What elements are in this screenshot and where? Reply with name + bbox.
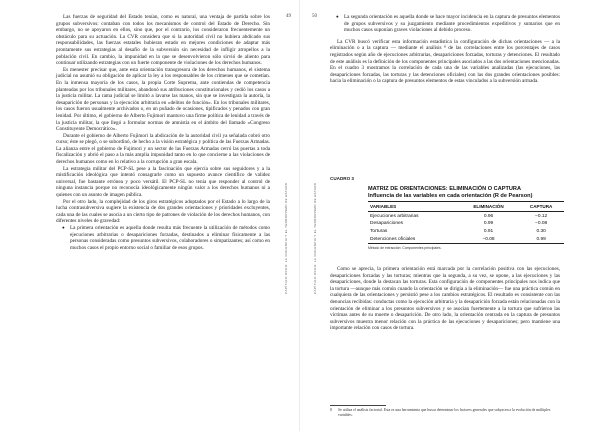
bullet-list <box>330 14 560 34</box>
page-number: 50 <box>312 14 317 19</box>
running-head: CAPÍTULO OCHO: LA VIOLENCIA Y EL TERRORISMO DE ESTADO <box>313 182 317 294</box>
table-note: Método de extracción: Componentes principales. <box>368 246 442 251</box>
orientation-matrix-table <box>368 186 564 250</box>
table-cell: 0.30 <box>536 229 546 235</box>
table-row <box>368 236 564 244</box>
paragraph: Por el otro lado, la complejidad de los giros estratégicos adoptados por el Estado a lo largo de la lucha contrasubversiva sugiere la existencia de dos grandes orientaciones y prioridades excluyentes, cada una de las cuales se asocia a un cierto tipo de patrones de violación de los derechos humanos, con diferentes niveles de gravedad: <box>56 198 270 225</box>
body-text-top <box>330 14 560 85</box>
table-cell: 0.99 <box>483 221 494 227</box>
paragraph: Es menester precisar que, ante esta orientación transgresora de los derechos humanos, el sistema judicial no asumió su obligación de aplicar la ley a los responsables de los crímenes que se cometían. En la inmensa mayoría de los casos, la propia Corte Suprema, ante contiendas de competencia planteadas por los tribunales militares, abandonó sus atribuciones constitucionales y cedió los casos a la justicia militar. La rama judicial se limitó a lavarse las manos, sin que se investigara la autoría, la desaparición de personas y la ejecución arbitraria en «delitos de función». En los tribunales militares, los casos fueron usualmente archivados o, en un puñado de ocasiones, tipificados y penados con gran lenidad. Por último, el gobierno de Alberto Fujimori mantuvo una firme política de lenidad a través de la justicia militar, la que llegó a formular normas de amnistía en el ámbito del llamado «Congreso Constituyente Democrático». <box>56 66 270 133</box>
paragraph: La CVR buscó verificar esta información estadística la configuración de dichas orientaciones — a la eliminación o a la captura — mediante el análisis ⁸ de las correlaciones entre los porcentajes de casos registrados según año de ejecuciones arbitrarias, desapariciones forzadas, torturas y detenciones. El resultado de este análisis es la definición de los componentes principales asociados a las dos orientaciones mencionadas. En el cuadro 3 mostramos la correlación de cada una de las variables analizadas (las ejecuciones, las desapariciones forzadas, las torturas y las detenciones oficiales) con las dos grandes orientaciones posibles: hacia la eliminación o la captura de presuntos elementos de estas vinculados a la subversión armada. <box>330 38 560 85</box>
table-cell: 0.96 <box>483 213 494 219</box>
paragraph: Como se aprecia, la primera orientación está marcada por la correlación positiva con las ejecuciones, desapariciones forzadas y las torturas; mientras que la segunda, a su vez, se opone, a las ejecuciones y las desapariciones, donde la destacan las torturas. Esta configuración de componentes principales nos indica que la tortura —aunque más común cuando la orientación se dirigía a la eliminación— fue una práctica común en cualquiera de las orientaciones y persistió pese a los cambios estratégicos. El resultado es consistente con las denuncias recibidas: conductas como la ejecución arbitraria y la desaparición forzada están relacionadas con la orientación de eliminar a los presuntos subversivos y se asocian fuertemente a la tortura que sufrieron las víctimas antes de su muerte o desaparición. De otro lado, la orientación centrada en la captura de presuntos subversivos muestra menor relación con la práctica de las ejecuciones y desapariciones; pero mantiene una importante relación con casos de tortura. <box>330 266 560 332</box>
table-row <box>368 228 564 236</box>
running-head: CAPÍTULO OCHO: LA VIOLENCIA Y EL TERRORISMO DE ESTADO <box>284 182 288 294</box>
table-cell: Torturas <box>370 229 388 235</box>
column-header: ELIMINACIÓN <box>459 202 518 212</box>
table-header-row <box>368 202 564 212</box>
table-cell: −0.08 <box>535 221 548 227</box>
body-text-bottom <box>330 266 560 332</box>
column-header: CAPTURA <box>518 202 564 212</box>
footnote-mark: 8 <box>330 408 332 412</box>
paragraph: Durante el gobierno de Alberto Fujimori la abdicación de la autoridad civil ya señalada cobró otro curso; éste se plegó, o se subordinó, de hecho a la visión estratégica y política de las Fuerzas Armadas. La alianza entre el gobierno de Fujimori y un sector de las Fuerzas Armadas cerró las puertas a toda fiscalización y abrió el paso a la más amplia impunidad tanto en lo que concierne a las violaciones de derechos humanos como en lo relativo a la corrupción a gran escala. <box>56 132 270 166</box>
table-title: MATRIZ DE ORIENTACIONES: ELIMINACIÓN O CAPTURA <box>368 186 521 192</box>
body-text <box>56 14 270 251</box>
bullet-item: ● La primera orientación es aquella donde resulta más frecuente la utilización de métodos como ejecuciones arbitrarias o desapariciones forzadas, destinados a eliminar físicamente a las personas consideradas como presuntos subversivos, colaboradores o simpatizantes; así como en muchos casos el propio entorno social o familiar de esos grupos. <box>70 225 270 251</box>
paragraph: La estrategia militar del PCP-SL pese a la fascinación que ejercía sobre sus seguidores y a la mistificación ideológica que intentó consagrarle como un supuesto avance científico de validez universal, fue bastante errónea y poco versátil. El PCP-SL no tenía que responder al control de ninguna instancia porque no reconocía ideológicamente ningún valor a los derechos humanos ni a quienes con un asunto de imagen pública. <box>56 165 270 199</box>
page-number: 49 <box>286 14 291 19</box>
table-cell: Desapariciones <box>370 221 404 227</box>
bullet-list <box>56 225 270 251</box>
table <box>368 201 564 244</box>
paragraph: Las fuerzas de seguridad del Estado tenían, como es natural, una ventaja de partida sobre los grupos subversivos: contaban con todos los mecanismos de control del Estado de Derecho. Sin embargo, no se apoyaron en ellos, sino que, por el contrario, los consideraron frecuentemente un obstáculo para su actuación. La CVR considera que si la autoridad civil no hubiera abdicado sus responsabilidades, las fuerzas estatales hubieran estado en mejores condiciones de adaptar más prontamente sus estrategias al desafío de la subversión sin necesidad de infligir atropellos a la población civil. En cambio, la impunidad en la que se desenvolvieron sólo sirvió de aliento para continuar utilizando estrategias con un fuerte componente de violaciones de los derechos humanos. <box>56 14 270 67</box>
table-cell: −0.08 <box>459 236 518 244</box>
bullet-item: ● La segunda orientación es aquella donde se hace mayor incidencia en la captura de presuntos elementos de grupos subversivos y su juzgamiento mediante procedimientos expeditivos y sumarios que en muchos casos suponían graves violaciones al debido proceso. <box>344 14 560 34</box>
footnote-rule <box>330 405 386 406</box>
table-row <box>368 220 564 228</box>
footnote-text: Se utiliza el análisis factorial. Esta es una herramienta que busca determinar los factores generales que subyacen a la evolución de múltiples variables. <box>338 408 551 417</box>
table-row <box>368 212 564 220</box>
table-cell: 0.91 <box>483 229 494 235</box>
column-header: VARIABLES <box>368 202 459 212</box>
footnote <box>330 408 560 417</box>
table-cell: Ejecuciones arbitrarias <box>370 213 419 219</box>
table-subtitle: Influencia de las variables en cada orientación (R de Pearson) <box>368 192 533 199</box>
right-page <box>300 0 600 431</box>
table-cell: −0.12 <box>535 213 548 219</box>
table-label: CUADRO 3 <box>330 176 354 181</box>
table-cell: Detenciones oficiales <box>368 236 459 244</box>
table-cell: 0.99 <box>518 236 564 244</box>
